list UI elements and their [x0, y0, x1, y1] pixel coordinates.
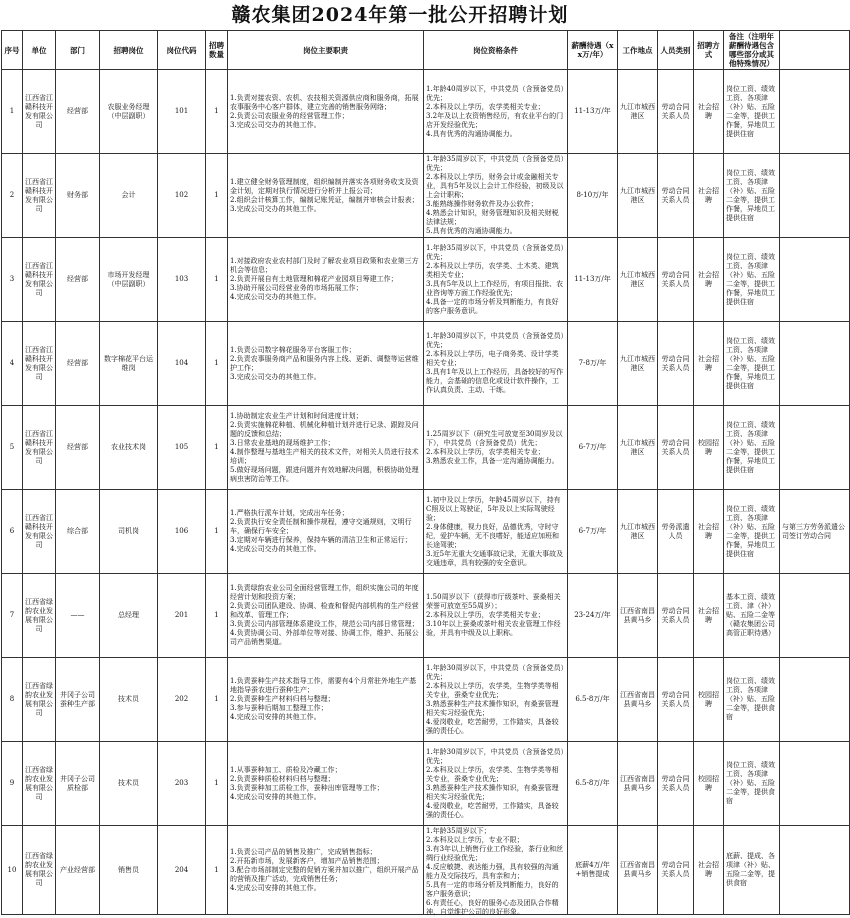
requirements — [424, 490, 568, 574]
row-number: 5 — [2, 406, 23, 490]
requirements-line: 2.本科及以上学历，电子商务类、设计学类相关专业； — [426, 350, 559, 367]
requirements-line: 4.反应敏捷、表达能力强，具有较强的沟通能力及交际技巧，具有亲和力； — [426, 863, 559, 880]
salary: 底薪4万/年+销售提成 — [568, 826, 618, 915]
duties-line: 3.负责蚕种加工质检工作，蚕种出库管理等工作； — [230, 783, 384, 792]
row-number: 3 — [2, 238, 23, 322]
work-place: 九江市城西港区 — [618, 322, 658, 406]
post-name: 市场开发经理（中层副职） — [100, 238, 158, 322]
requirements-line: 6.有责任心，良好的服务心态及团队合作精神，自觉维护公司的良好形象。 — [426, 899, 559, 916]
header-code: 岗位代码 — [158, 31, 206, 70]
row-number: 2 — [2, 154, 23, 238]
remark: 岗位工资、绩效工资、各项津（补）贴、五险二金等，提供食宿 — [724, 742, 780, 826]
duties — [228, 490, 424, 574]
table-row — [2, 658, 850, 742]
extra-remark — [780, 826, 850, 915]
extra-remark — [780, 238, 850, 322]
row-number: 8 — [2, 658, 23, 742]
table-row — [2, 574, 850, 658]
table-row — [2, 322, 850, 406]
header-place: 工作地点 — [618, 31, 658, 70]
requirements-line: 3.有3年以上销售行业工作经验，茶行业和丝绸行业经验优先； — [426, 845, 564, 862]
duties-line: 4.负责协调公司、外部单位等对接、协调工作，维护、拓展公司产品销售渠道。 — [230, 629, 419, 646]
table-header-row — [2, 31, 850, 70]
duties-line: 1.对接政府农业农村部门及时了解农业项目政策和农业第三方机会等信息； — [230, 257, 419, 274]
requirements — [424, 406, 568, 490]
requirements-line: 3.近5年无重大交通事故记录，无重大事故及交通违章，具有较强的安全意识。 — [426, 549, 564, 567]
department: 经营部 — [56, 70, 100, 154]
unit-name: 江西省江赣科技开发有限公司 — [23, 154, 56, 238]
duties-line: 3.完成公司交办的其他工作。 — [230, 372, 321, 381]
hire-count: 1 — [206, 238, 228, 322]
department: 井冈子公司质检部 — [56, 742, 100, 826]
requirements-line: 3.能熟练操作财务软件及办公软件； — [426, 200, 538, 208]
requirements-line: 1.初中及以上学历，年龄45周岁以下，持有C照及以上驾驶证，5年及以上实际驾驶经验； — [426, 495, 561, 522]
duties-line: 2.开拓新市场，发展新客户，增加产品销售范围； — [230, 856, 384, 865]
duties-line: 2.负责蚕种生产材料归档与整理； — [230, 695, 335, 703]
requirements-line: 2.本科及以上学历，农学类、土木类、建筑类相关专业； — [426, 261, 559, 279]
requirements — [424, 154, 568, 238]
salary: 6-7万/年 — [568, 406, 618, 490]
requirements-line: 3.熟悉农业工作，具备一定沟通协调能力。 — [426, 456, 559, 465]
work-place: 江西省南昌县黄马乡 — [618, 658, 658, 742]
table-row — [2, 490, 850, 574]
post-code: 204 — [158, 826, 206, 915]
row-number: 10 — [2, 826, 23, 915]
remark: 岗位工资、绩效工资、各项津（补）贴、五险二金等，提供工作餐，异地员工提供住宿 — [724, 238, 780, 322]
duties — [228, 238, 424, 322]
requirements-line: 1.年龄35周岁以下，中共党员（含预备党员）优先； — [426, 243, 565, 261]
duties-line: 4.完成公司安排的其他工作。 — [230, 883, 321, 892]
requirements — [424, 574, 568, 658]
remark: 岗位工资、绩效工资、各项津（补）贴、五险二金等，提供食宿 — [724, 658, 780, 742]
header-duties: 岗位主要职责 — [228, 31, 424, 70]
row-number: 9 — [2, 742, 23, 826]
duties — [228, 406, 424, 490]
salary: 11-13万/年 — [568, 238, 618, 322]
staff-type: 劳动合同关系人员 — [658, 238, 694, 322]
requirements-line: 2.本科及以上学历，农学类相关专业； — [426, 447, 545, 456]
staff-type: 劳务派遣人员 — [658, 490, 694, 574]
table-row — [2, 238, 850, 322]
hire-method: 校园招聘 — [694, 742, 724, 826]
header-type: 人员类别 — [658, 31, 694, 70]
requirements-line: 1.25周岁以下（研究生可放宽至30周岁及以下），中共党员（含预备党员）优先； — [426, 429, 563, 447]
header-unit: 单位 — [23, 31, 56, 70]
duties-line: 1.严格执行派车计划，完成出车任务； — [230, 509, 349, 517]
page-title: 赣农集团2024年第一批公开招聘计划 — [231, 4, 569, 26]
hire-method: 社会招聘 — [694, 826, 724, 915]
post-code: 106 — [158, 490, 206, 574]
duties — [228, 658, 424, 742]
post-name: 技术员 — [100, 658, 158, 742]
remark: 岗位工资、绩效工资、各项津（补）贴、五险二金等，提供工作餐，异地员工提供住宿 — [724, 406, 780, 490]
work-place: 九江市城西港区 — [618, 70, 658, 154]
requirements — [424, 322, 568, 406]
requirements — [424, 742, 568, 826]
duties — [228, 70, 424, 154]
header-method: 招聘方式 — [694, 31, 724, 70]
hire-count: 1 — [206, 406, 228, 490]
post-name: 农服业务经理（中层副职） — [100, 70, 158, 154]
department: 经营部 — [56, 406, 100, 490]
duties-line: 3.定期对车辆进行保养，保持车辆的清洁卫生和正常运行； — [230, 536, 412, 544]
requirements-line: 1.年龄35周岁以下； — [426, 827, 491, 835]
department: 综合部 — [56, 490, 100, 574]
staff-type: 劳动合同关系人员 — [658, 574, 694, 658]
duties-line: 4.完成公司安排的其他工作。 — [230, 713, 321, 721]
post-name: 农业技术岗 — [100, 406, 158, 490]
requirements-line: 4.具有优秀的沟通协调能力。 — [426, 129, 517, 138]
table-row — [2, 826, 850, 915]
hire-count: 1 — [206, 154, 228, 238]
staff-type: 劳动合同关系人员 — [658, 826, 694, 915]
row-number: 7 — [2, 574, 23, 658]
requirements-line: 4.爱岗敬业，吃苦耐劳，工作踏实，具备较强的责任心。 — [426, 717, 559, 735]
remark: 岗位工资、绩效工资、各项津（补）贴、五险二金等，提供工作餐，异地员工提供住宿 — [724, 322, 780, 406]
requirements-line: 4.爱岗敬业，吃苦耐劳，工作踏实，具备较强的责任心。 — [426, 801, 559, 819]
hire-count: 1 — [206, 322, 228, 406]
extra-remark — [780, 70, 850, 154]
duties-line: 3.协助开展公司经营业务的市场拓展工作； — [230, 284, 363, 292]
requirements-line: 2.本科及以上学历，财务会计或金融相关专业，具有5年及以上会计工作经验，初级及以上会计职称； — [426, 173, 564, 199]
hire-method: 校园招聘 — [694, 406, 724, 490]
requirements-line: 1.年龄40周岁以下，中共党员（含预备党员）优先； — [426, 84, 565, 102]
header-count: 招聘数量 — [206, 31, 228, 70]
duties-line: 1.负责公司产品的销售及推广，完成销售指标； — [230, 847, 377, 856]
requirements-line: 2.本科及以上学历，农学类、生物学类等相关专业，蚕桑专业优先； — [426, 765, 559, 783]
department: 财务部 — [56, 154, 100, 238]
remark: 岗位工资、绩效工资、各项津（补）贴、五险二金等，提供工作餐，异地员工提供住宿 — [724, 490, 780, 574]
department: 产业经营部 — [56, 826, 100, 915]
hire-count: 1 — [206, 742, 228, 826]
staff-type: 劳动合同关系人员 — [658, 154, 694, 238]
work-place: 江西省南昌县黄马乡 — [618, 826, 658, 915]
unit-name: 江西省绿韵农业发展有限公司 — [23, 574, 56, 658]
hire-count: 1 — [206, 574, 228, 658]
requirements — [424, 658, 568, 742]
requirements-line: 1.年龄30周岁以下，中共党员（含预备党员）优先； — [426, 332, 565, 349]
post-code: 201 — [158, 574, 206, 658]
salary: 11-13万/年 — [568, 70, 618, 154]
duties-line: 5.做好现场问题，跟进问题并有效地解决问题，积极协助处理病虫害防治等工作。 — [230, 465, 419, 483]
header-dept: 部门 — [56, 31, 100, 70]
duties-line: 4.完成公司交办的其他工作。 — [230, 545, 321, 553]
post-code: 105 — [158, 406, 206, 490]
remark: 岗位工资、绩效工资、各项津（补）贴、五险二金等，提供工作餐，异地员工提供住宿 — [724, 154, 780, 238]
requirements-line: 3.熟悉蚕种生产技术操作知识，有桑蚕管理相关实习经验优先； — [426, 783, 559, 801]
salary: 8-10万/年 — [568, 154, 618, 238]
post-name: 会计 — [100, 154, 158, 238]
requirements-line: 3.具有5年及以上工作经历，有项目报批、农业咨询等方面工作经验优先； — [426, 279, 564, 297]
duties-line: 2.负责公司团队建设、协调、检查和督促内部机构的生产经营和改革、管理工作； — [230, 602, 419, 619]
salary: 6-7万/年 — [568, 490, 618, 574]
extra-remark — [780, 574, 850, 658]
hire-count: 1 — [206, 826, 228, 915]
extra-remark: 与第三方劳务派遣公司签订劳动合同 — [780, 490, 850, 574]
extra-remark — [780, 658, 850, 742]
staff-type: 劳动合同关系人员 — [658, 70, 694, 154]
recruitment-table — [1, 30, 850, 915]
duties-line: 1.负责绿韵农业公司全面经营管理工作，组织实施公司的年度经营计划和投资方案； — [230, 584, 419, 601]
requirements-line: 3.熟悉蚕种生产技术操作知识，有桑蚕管理相关实习经验优先； — [426, 699, 559, 717]
table-row — [2, 154, 850, 238]
unit-name: 江西省绿韵农业发展有限公司 — [23, 742, 56, 826]
post-code: 102 — [158, 154, 206, 238]
hire-method: 校园招聘 — [694, 658, 724, 742]
requirements-line: 1.年龄30周岁以下，中共党员（含预备党员）优先； — [426, 747, 565, 765]
duties-line: 1.负责对接农资、农机、农技相关资源供应商和服务商，拓展农事服务中心客户群体，建立完善的销售服务网络； — [230, 93, 419, 111]
requirements — [424, 826, 568, 915]
duties — [228, 742, 424, 826]
post-name: 技术员 — [100, 742, 158, 826]
duties-line: 2.负责公司农服业务的经营管理工作； — [230, 111, 349, 120]
table-row — [2, 406, 850, 490]
row-number: 4 — [2, 322, 23, 406]
table-row — [2, 70, 850, 154]
duties-line: 1.协助制定农业生产计划和时间进度计划； — [230, 411, 363, 420]
hire-method: 社会招聘 — [694, 238, 724, 322]
row-number: 6 — [2, 490, 23, 574]
requirements-line: 5.具有优秀的沟通协调能力。 — [426, 227, 517, 235]
staff-type: 劳动合同关系人员 — [658, 322, 694, 406]
duties-line: 1.从事蚕种加工、质检及冷藏工作； — [230, 765, 342, 774]
header-note: 备注（注明年薪酬待遇包含哪些部分或其他特殊情况） — [724, 31, 780, 70]
post-code: 101 — [158, 70, 206, 154]
duties-line: 1.建立健全财务管理制度，组织编制并落实各项财务收支及资金计划，定期对执行情况进行分析并上报公司； — [230, 177, 419, 195]
duties — [228, 322, 424, 406]
salary: 23-24万/年 — [568, 574, 618, 658]
hire-count: 1 — [206, 70, 228, 154]
requirements-line: 2.本科及以上学历，农学类相关专业； — [426, 102, 545, 111]
hire-method: 社会招聘 — [694, 322, 724, 406]
row-number: 1 — [2, 70, 23, 154]
requirements-line: 4.熟悉会计知识，财务管理知识及相关财税法律法规； — [426, 209, 559, 226]
post-name: 销售员 — [100, 826, 158, 915]
table-body — [2, 70, 850, 915]
requirements-line: 3.10年以上蚕桑或茶叶相关农业管理工作经验，并具有中级及以上职称。 — [426, 620, 561, 637]
unit-name: 江西省江赣科技开发有限公司 — [23, 322, 56, 406]
requirements-line: 3.2年及以上农资销售经历，有农业平台的门店开发经验优先； — [426, 111, 564, 129]
post-name: 总经理 — [100, 574, 158, 658]
duties-line: 2.负责蚕种质检材料归档与整理； — [230, 774, 335, 783]
work-place: 九江市城西港区 — [618, 154, 658, 238]
extra-remark — [780, 406, 850, 490]
remark: 底薪、提成、各项津（补）贴、五险二金等，提供食宿 — [724, 826, 780, 915]
header-extra — [780, 31, 850, 70]
staff-type: 劳动合同关系人员 — [658, 742, 694, 826]
requirements-line: 4.具备一定的市场分析及判断能力，有良好的客户服务意识。 — [426, 297, 559, 315]
post-name: 司机岗 — [100, 490, 158, 574]
post-code: 103 — [158, 238, 206, 322]
extra-remark — [780, 154, 850, 238]
work-place: 江西省南昌县黄马乡 — [618, 742, 658, 826]
duties-line: 3.完成公司交办的其他工作。 — [230, 120, 321, 129]
salary: 6.5-8万/年 — [568, 742, 618, 826]
header-salary: 薪酬待遇（xx万/年） — [568, 31, 618, 70]
unit-name: 江西省绿韵农业发展有限公司 — [23, 658, 56, 742]
duties-line: 3.日常农业基地的现场维护工作； — [230, 438, 335, 447]
duties-line: 2.负责实施棉花种植、机械化种植计划并进行记录、跟踪及问题的反馈和总结； — [230, 420, 419, 438]
post-code: 202 — [158, 658, 206, 742]
header-post: 招聘岗位 — [100, 31, 158, 70]
salary: 7-8万/年 — [568, 322, 618, 406]
requirements — [424, 238, 568, 322]
post-code: 104 — [158, 322, 206, 406]
unit-name: 江西省江赣科技开发有限公司 — [23, 406, 56, 490]
unit-name: 江西省江赣科技开发有限公司 — [23, 490, 56, 574]
requirements-line: 2.本科及以上学历，农学类，生物学类等相关专业，蚕桑专业优先； — [426, 681, 559, 699]
unit-name: 江西省江赣科技开发有限公司 — [23, 238, 56, 322]
header-reqs: 岗位资格条件 — [424, 31, 568, 70]
duties-line: 4.完成公司安排的其他工作。 — [230, 792, 321, 801]
requirements-line: 2.身体健康，视力良好，品德优秀，守时守纪，爱护车辆，无不良嗜好，能适应加班和长途驾驶； — [426, 522, 559, 549]
duties-line: 1.负责蚕种生产技术指导工作，需要有4个月常驻外地生产基地指导蚕农进行蚕种生产； — [230, 677, 417, 694]
department: 井冈子公司蚕种生产部 — [56, 658, 100, 742]
post-name: 数字棉花平台运维岗 — [100, 322, 158, 406]
requirements — [424, 70, 568, 154]
duties — [228, 574, 424, 658]
extra-remark — [780, 322, 850, 406]
duties-line: 3.配合市场部制定完整的促销方案并加以推广，组织开展产品的营销及推广活动，完成销售任务； — [230, 865, 419, 883]
requirements-line: 1.年龄30周岁以下，中共党员（含预备党员）优先； — [426, 663, 565, 681]
duties-line: 2.负责开展自有土地管理和棉花产业园项目筹建工作； — [230, 275, 398, 283]
work-place: 九江市城西港区 — [618, 490, 658, 574]
hire-method: 社会招聘 — [694, 70, 724, 154]
department: 经营部 — [56, 238, 100, 322]
duties-line: 4.制作整理与基地生产相关的技术文件，对相关人员进行技术培训； — [230, 447, 419, 465]
staff-type: 劳动合同关系人员 — [658, 406, 694, 490]
requirements-line: 1.年龄35周岁以下，中共党员（含预备党员）优先； — [426, 155, 565, 172]
duties — [228, 826, 424, 915]
duties-line: 3.完成公司交办的其他工作。 — [230, 204, 321, 213]
requirements-line: 3.具有1年及以上工作经历，具备较好的写作能力，会基础的信息化或设计软件操作，工作认真负责、主动、干练。 — [426, 368, 564, 394]
unit-name: 江西省绿韵农业发展有限公司 — [23, 826, 56, 915]
table-row — [2, 742, 850, 826]
hire-method: 社会招聘 — [694, 574, 724, 658]
department: 经营部 — [56, 322, 100, 406]
staff-type: 劳动合同关系人员 — [658, 658, 694, 742]
header-no: 序号 — [2, 31, 23, 70]
duties-line: 1.负责公司数字棉花服务平台客服工作； — [230, 345, 356, 354]
requirements-line: 1.50周岁以下（获得市厅级茶叶、蚕桑相关荣誉可放宽至55周岁）； — [426, 593, 561, 610]
salary: 6.5-8万/年 — [568, 658, 618, 742]
department: —— — [56, 574, 100, 658]
post-code: 203 — [158, 742, 206, 826]
duties-line: 2.负责农事服务商产品和服务内容上线、更新、调整等运营维护工作； — [230, 354, 419, 372]
duties-line: 3.参与蚕种后期加工整理工作； — [230, 704, 328, 712]
requirements-line: 2.本科及以上学历，农学类相关专业； — [426, 611, 545, 619]
remark: 基本工资、绩效工资、津（补）贴、五险二金等（赣农集团公司高管正职待遇） — [724, 574, 780, 658]
work-place: 九江市城西港区 — [618, 238, 658, 322]
extra-remark — [780, 742, 850, 826]
duties — [228, 154, 424, 238]
requirements-line: 2.本科及以上学历，专业不限； — [426, 836, 524, 844]
unit-name: 江西省江赣科技开发有限公司 — [23, 70, 56, 154]
duties-line: 2.组织会计核算工作，编制记账凭证，编制并审核会计报表； — [230, 195, 419, 204]
hire-method: 社会招聘 — [694, 490, 724, 574]
work-place: 九江市城西港区 — [618, 406, 658, 490]
hire-count: 1 — [206, 490, 228, 574]
duties-line: 3.负责公司内部管理体系建设工作，规范公司内部日常管理； — [230, 620, 419, 628]
requirements-line: 5.具有一定的市场分析及判断能力，良好的客户服务意识； — [426, 881, 559, 898]
duties-line: 2.负责执行安全责任制和操作规程，遵守交通规则，文明行车，确保行车安全； — [230, 518, 412, 535]
hire-method: 社会招聘 — [694, 154, 724, 238]
hire-count: 1 — [206, 658, 228, 742]
duties-line: 4.完成公司交办的其他工作。 — [230, 293, 321, 301]
work-place: 江西省南昌县黄马乡 — [618, 574, 658, 658]
remark: 岗位工资、绩效工资、各项津（补）贴、五险二金等，提供工作餐，异地员工提供住宿 — [724, 70, 780, 154]
